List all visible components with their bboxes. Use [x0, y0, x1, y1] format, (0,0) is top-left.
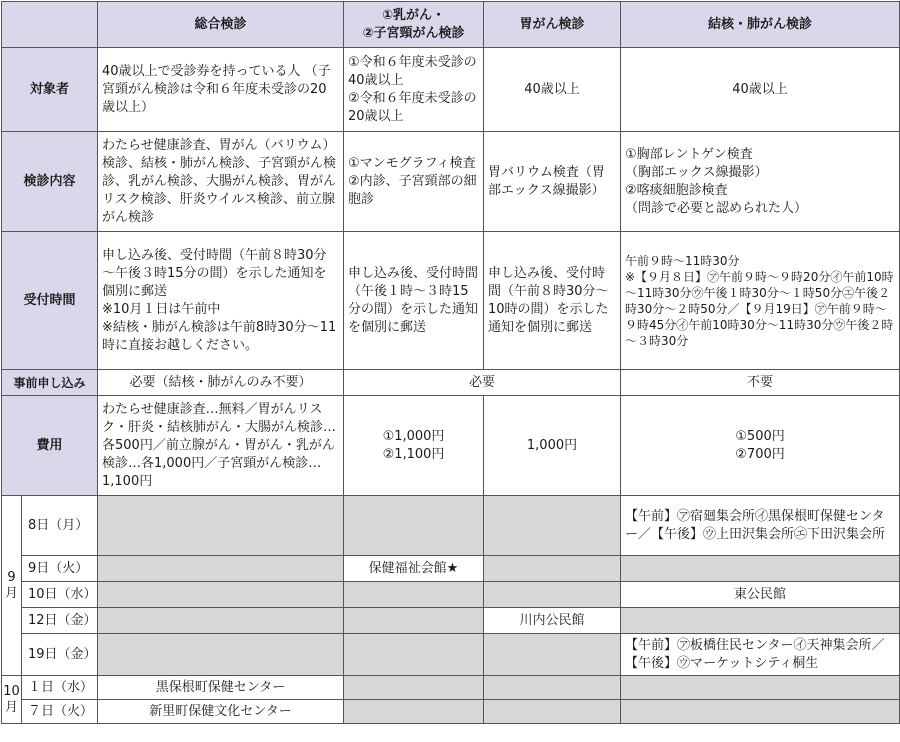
schedule-cell-empty: [484, 634, 621, 676]
label-preregistration: 事前申し込み: [2, 370, 98, 396]
prereg-general: 必要（結核・肺がんのみ不要）: [98, 370, 344, 396]
schedule-cell-empty: [98, 608, 344, 634]
schedule-row: [2, 556, 900, 582]
row-reception: [2, 232, 900, 370]
content-tb-lung: ①胸部レントゲン検査 （胸部エックス線撮影） ②喀痰細胞診検査 （問診で必要と認められた人）: [621, 132, 900, 232]
label-cost: 費用: [2, 396, 98, 496]
target-stomach: 40歳以上: [484, 48, 621, 132]
target-tb-lung: 40歳以上: [621, 48, 900, 132]
reception-general: 申し込み後、受付時間（午前８時30分～午後３時15分の間）を示した通知を個別に郵送 ※10月１日は午前中 ※結核・肺がん検診は午前8時30分～11時に直接お越しください。: [98, 232, 344, 370]
schedule-cell-empty: [98, 556, 344, 582]
schedule-row: [2, 608, 900, 634]
row-preregistration: [2, 370, 900, 396]
checkup-schedule-table: [1, 1, 900, 724]
header-stomach: 胃がん検診: [484, 2, 621, 48]
schedule-cell-empty: [98, 634, 344, 676]
cost-tb-lung: ①500円 ②700円: [621, 396, 900, 496]
schedule-date: １日（水）: [22, 676, 98, 700]
prereg-tb-lung: 不要: [621, 370, 900, 396]
schedule-cell-empty: [344, 608, 484, 634]
label-content: 検診内容: [2, 132, 98, 232]
schedule-venue-general: 黒保根町保健センター: [98, 676, 344, 700]
schedule-date: 10日（水）: [22, 582, 98, 608]
schedule-cell-empty: [484, 582, 621, 608]
label-target: 対象者: [2, 48, 98, 132]
schedule-date: 12日（金）: [22, 608, 98, 634]
schedule-cell-empty: [621, 556, 900, 582]
schedule-row: [2, 496, 900, 556]
schedule-date: 19日（金）: [22, 634, 98, 676]
schedule-venue-general: 新里町保健文化センター: [98, 700, 344, 724]
schedule-cell-empty: [621, 608, 900, 634]
schedule-date: 8日（月）: [22, 496, 98, 556]
row-cost: [2, 396, 900, 496]
header-row: [2, 2, 900, 48]
cost-breast-cervical: ①1,000円 ②1,100円: [344, 396, 484, 496]
schedule-row: [2, 582, 900, 608]
reception-breast-cervical: 申し込み後、受付時間（午後１時～３時15分の間）を示した通知を個別に郵送: [344, 232, 484, 370]
schedule-cell-empty: [484, 676, 621, 700]
schedule-cell-empty: [344, 700, 484, 724]
schedule-cell-empty: [484, 556, 621, 582]
schedule-cell-empty: [484, 700, 621, 724]
schedule-venue-tb-lung: 【午前】㋐宿廻集会所㋑黒保根町保健センター／【午後】㋒上田沢集会所㋓下田沢集会所: [621, 496, 900, 556]
month-september: 9月: [2, 496, 22, 676]
header-breast-cervical: ①乳がん・ ②子宮頸がん検診: [344, 2, 484, 48]
target-general: 40歳以上で受診券を持っている人 （子宮頸がん検診は令和６年度未受診の20歳以上）: [98, 48, 344, 132]
reception-tb-lung: 午前９時～11時30分 ※【９月８日】㋐午前９時～９時20分㋑午前10時～11時30分㋒午後１時30分～１時50分㋓午後２時30分～２時50分／【９月19日】㋐午前９時～９時45分㋑午前10時30分～11時30分㋒午後２時～３時30分: [621, 232, 900, 370]
schedule-cell-empty: [344, 496, 484, 556]
schedule-row: [2, 634, 900, 676]
schedule-venue-tb-lung: 【午前】㋐板橋住民センター㋑天神集会所／【午後】㋒マーケットシティ桐生: [621, 634, 900, 676]
schedule-venue-breast: 保健福祉会館★: [344, 556, 484, 582]
schedule-cell-empty: [98, 582, 344, 608]
schedule-venue-stomach: 川内公民館: [484, 608, 621, 634]
cost-general: わたらせ健康診査…無料／胃がんリスク・肝炎・結核肺がん・大腸がん検診…各500円／前立腺がん・胃がん・乳がん検診…各1,000円／子宮頸がん検診…1,100円: [98, 396, 344, 496]
content-breast-cervical: ①マンモグラフィ検査 ②内診、子宮頸部の細胞診: [344, 132, 484, 232]
schedule-date: ７日（火）: [22, 700, 98, 724]
reception-stomach: 申し込み後、受付時間（午前８時30分～10時の間）を示した通知を個別に郵送: [484, 232, 621, 370]
schedule-cell-empty: [344, 582, 484, 608]
prereg-breast-stomach: 必要: [344, 370, 621, 396]
content-general: わたらせ健康診査、胃がん（バリウム）検診、結核・肺がん検診、子宮頸がん検診、乳がん検診、大腸がん検診、胃がんリスク検診、肝炎ウイルス検診、前立腺がん検診: [98, 132, 344, 232]
schedule-cell-empty: [344, 676, 484, 700]
schedule-cell-empty: [98, 496, 344, 556]
header-tb-lung: 結核・肺がん検診: [621, 2, 900, 48]
schedule-row: [2, 676, 900, 700]
label-reception: 受付時間: [2, 232, 98, 370]
target-breast-cervical: ①令和６年度未受診の40歳以上 ②令和６年度未受診の20歳以上: [344, 48, 484, 132]
cost-stomach: 1,000円: [484, 396, 621, 496]
schedule-cell-empty: [621, 676, 900, 700]
schedule-cell-empty: [344, 634, 484, 676]
schedule-cell-empty: [484, 496, 621, 556]
header-general-checkup: 総合検診: [98, 2, 344, 48]
schedule-venue-tb-lung: 東公民館: [621, 582, 900, 608]
month-october: 10月: [2, 676, 22, 724]
schedule-date: 9日（火）: [22, 556, 98, 582]
row-target: [2, 48, 900, 132]
schedule-cell-empty: [621, 700, 900, 724]
content-stomach: 胃バリウム検査（胃部エックス線撮影）: [484, 132, 621, 232]
header-corner: [2, 2, 98, 48]
schedule-row: [2, 700, 900, 724]
row-content: [2, 132, 900, 232]
